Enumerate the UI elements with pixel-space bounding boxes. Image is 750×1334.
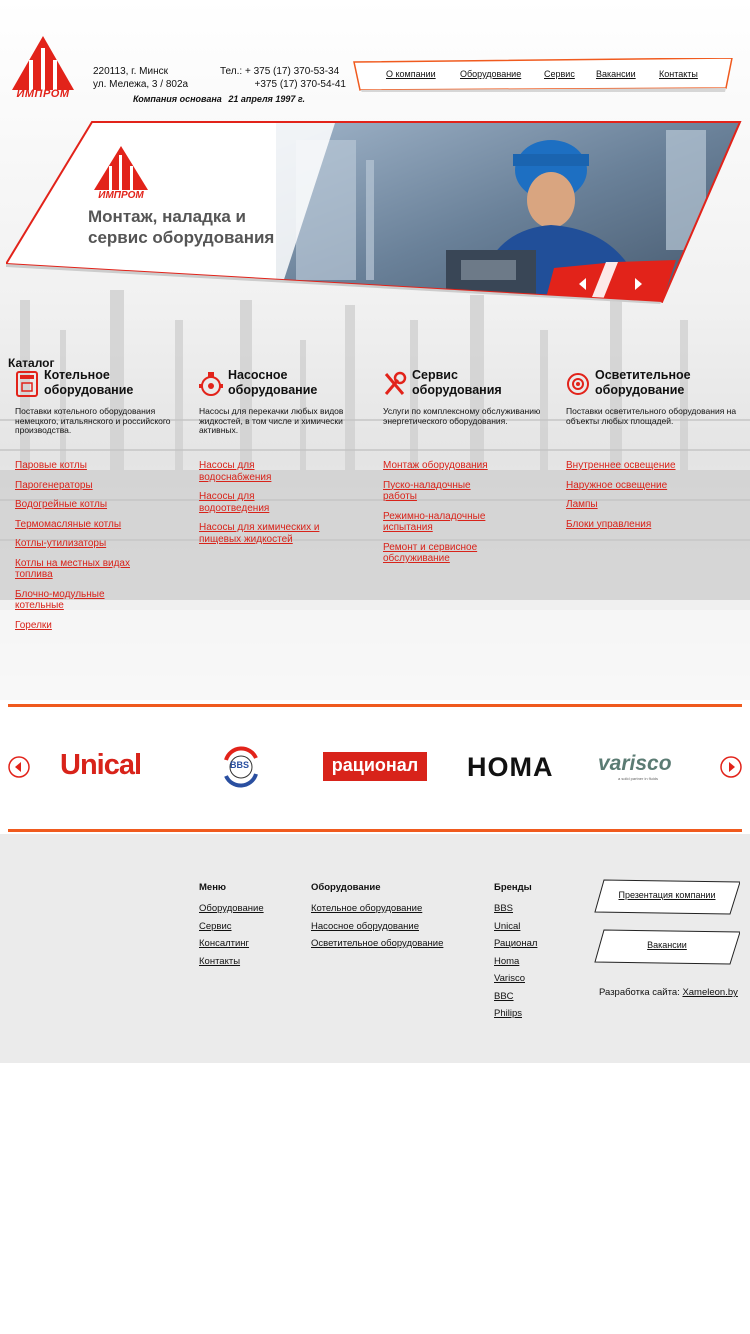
brand-logo-bbs[interactable] [218, 746, 264, 788]
brand-name: BBS [230, 760, 250, 770]
footer-menu-column [199, 882, 264, 970]
brands-prev-button[interactable] [8, 756, 30, 778]
footer-column-title: Меню [199, 882, 227, 893]
column-title-line-2: оборудование [595, 383, 685, 397]
footer-brands-column [494, 882, 537, 1023]
company-address [93, 65, 188, 91]
pump-icon [199, 370, 223, 398]
footer-link[interactable]: Homa [494, 955, 520, 967]
catalog-link[interactable]: Паровые котлы [15, 460, 87, 471]
column-title[interactable] [44, 368, 133, 398]
banner-logo-text: ИМПРОМ [98, 190, 144, 201]
banner-title [88, 206, 274, 248]
column-title-line-2: оборудование [228, 383, 318, 397]
footer-link[interactable]: BBC [494, 990, 514, 1002]
banner-title-line-2: сервис оборудования [88, 228, 275, 247]
catalog-title: Каталог [8, 356, 55, 370]
footer-column-title: Оборудование [311, 882, 381, 893]
address-line-1: 220113, г. Минск [93, 66, 168, 77]
column-links [199, 460, 327, 545]
column-links [566, 460, 744, 530]
footer-link[interactable]: Котельное оборудование [311, 903, 423, 914]
catalog-link[interactable]: Парогенераторы [15, 479, 93, 491]
column-title-line-1: Осветительное [595, 368, 691, 382]
footer-link[interactable]: Оборудование [199, 903, 264, 914]
footer-link[interactable]: Насосное оборудование [311, 920, 419, 932]
column-description: Поставки осветительного оборудования на объекты любых площадей. [566, 406, 737, 426]
footer-link[interactable]: Рационал [494, 938, 538, 949]
presentation-button[interactable] [594, 879, 740, 915]
nav-item-about[interactable]: О компании [386, 69, 436, 79]
footer-link[interactable]: Контакты [199, 955, 241, 967]
main-navigation [352, 58, 734, 90]
footer-link[interactable]: Консалтинг [199, 938, 250, 949]
address-line-2: ул. Мележа, 3 / 802а [93, 79, 189, 90]
footer-link[interactable]: Осветительное оборудование [311, 938, 444, 949]
brand-name: HOMA [467, 752, 554, 782]
brands-top-divider [8, 704, 742, 707]
catalog-link[interactable]: Водогрейные котлы [15, 499, 108, 510]
logo-mark-icon [8, 36, 78, 90]
footer-link[interactable]: Philips [494, 1008, 522, 1019]
column-title-line-1: Насосное [228, 368, 288, 382]
footer [0, 834, 750, 1063]
brands-next-button[interactable] [720, 756, 742, 778]
banner-logo-mark-icon [90, 146, 152, 190]
brands-bottom-divider [8, 829, 742, 832]
brand-name: рационал [331, 755, 419, 775]
nav-item-vacancies[interactable]: Вакансии [596, 69, 636, 79]
column-title-line-2: оборудование [44, 383, 134, 397]
brand-logo-varisco[interactable] [598, 752, 691, 784]
footer-column-title: Бренды [494, 882, 532, 893]
boiler-icon [15, 370, 39, 398]
column-title-line-1: Котельное [44, 368, 110, 382]
column-description: Насосы для перекачки любых видов жидкостей, в том числе и химически активных. [199, 406, 344, 435]
column-title-line-1: Сервис [412, 368, 458, 382]
footer-equipment-column [311, 882, 443, 953]
vacancies-button[interactable] [594, 929, 740, 965]
hero-banner [6, 120, 742, 304]
brand-logo-racional[interactable] [323, 752, 427, 781]
catalog-link[interactable]: Внутреннее освещение [566, 460, 676, 471]
developer-credit [599, 987, 738, 998]
arrow-left-circle-icon [8, 756, 30, 778]
nav-item-contacts[interactable]: Контакты [659, 69, 698, 79]
brand-name: Unical [60, 749, 142, 781]
catalog-link[interactable]: Насосы для химических и пищевых жидкостей [199, 522, 320, 545]
company-phones [220, 65, 346, 91]
catalog-link[interactable]: Блочно-модульные котельные [15, 588, 105, 611]
brand-name: varisco [598, 752, 672, 775]
lamp-icon [566, 370, 590, 398]
catalog-link[interactable]: Горелки [15, 619, 52, 631]
chevron-right-icon [626, 272, 650, 296]
phone-line-1: Тел.: + 375 (17) 370-53-34 [220, 66, 340, 77]
founded-date: 21 апреля 1997 г. [228, 94, 306, 104]
catalog-link[interactable]: Монтаж оборудования [383, 460, 488, 471]
banner-logo [90, 146, 152, 202]
site-logo[interactable] [8, 36, 78, 104]
brand-logo-homa[interactable] [467, 752, 553, 782]
catalog-link[interactable]: Пуско-наладочные работы [383, 479, 471, 502]
banner-prev-button[interactable] [571, 272, 595, 296]
footer-link[interactable]: BBS [494, 903, 514, 914]
wrench-icon [383, 370, 407, 398]
column-description: Поставки котельного оборудования немецкого, итальянского и российского производства. [15, 406, 171, 435]
catalog-link[interactable]: Котлы на местных видах топлива [15, 557, 130, 580]
chevron-left-icon [571, 272, 595, 296]
nav-item-equipment[interactable]: Оборудование [460, 69, 522, 79]
catalog-link[interactable]: Термомасляные котлы [15, 518, 122, 530]
brand-logo-unical[interactable] [60, 749, 154, 785]
logo-text: ИМПРОМ [16, 88, 70, 100]
nav-item-service[interactable]: Сервис [544, 69, 575, 79]
founded-label: Компания основана [133, 94, 222, 104]
catalog-link[interactable]: Режимно-наладочные испытания [383, 510, 486, 533]
phone-line-2: +375 (17) 370-54-41 [254, 79, 346, 90]
banner-next-button[interactable] [626, 272, 650, 296]
catalog-link[interactable]: Наружное освещение [566, 479, 668, 491]
column-links [15, 460, 193, 631]
footer-link[interactable]: Сервис [199, 920, 232, 932]
founded-info [133, 94, 305, 104]
column-title[interactable] [412, 368, 502, 398]
banner-title-line-1: Монтаж, наладка и [88, 207, 246, 226]
column-title[interactable] [228, 368, 317, 398]
catalog-link[interactable]: Насосы для водоотведения [199, 491, 270, 514]
column-title-line-2: оборудования [412, 383, 502, 397]
arrow-right-circle-icon [720, 756, 742, 778]
column-title[interactable] [595, 368, 691, 398]
catalog-link[interactable]: Насосы для водоснабжения [199, 460, 272, 483]
footer-link[interactable]: Unical [494, 920, 521, 932]
catalog-link[interactable]: Ремонт и сервисное обслуживание [383, 541, 478, 564]
catalog-link[interactable]: Блоки управления [566, 518, 652, 530]
developer-label: Разработка сайта: [599, 987, 680, 998]
column-links [383, 460, 503, 565]
catalog-link[interactable]: Лампы [566, 499, 598, 510]
brand-tagline: a solid partner in fluids [618, 776, 659, 781]
column-description: Услуги по комплексному обслуживанию энергетического оборудования. [383, 406, 541, 426]
developer-link[interactable]: Xameleon.by [682, 987, 738, 998]
button-label: Презентация компании [618, 890, 716, 900]
button-label: Вакансии [647, 940, 687, 950]
catalog-link[interactable]: Котлы-утилизаторы [15, 538, 107, 549]
footer-link[interactable]: Varisco [494, 973, 525, 984]
